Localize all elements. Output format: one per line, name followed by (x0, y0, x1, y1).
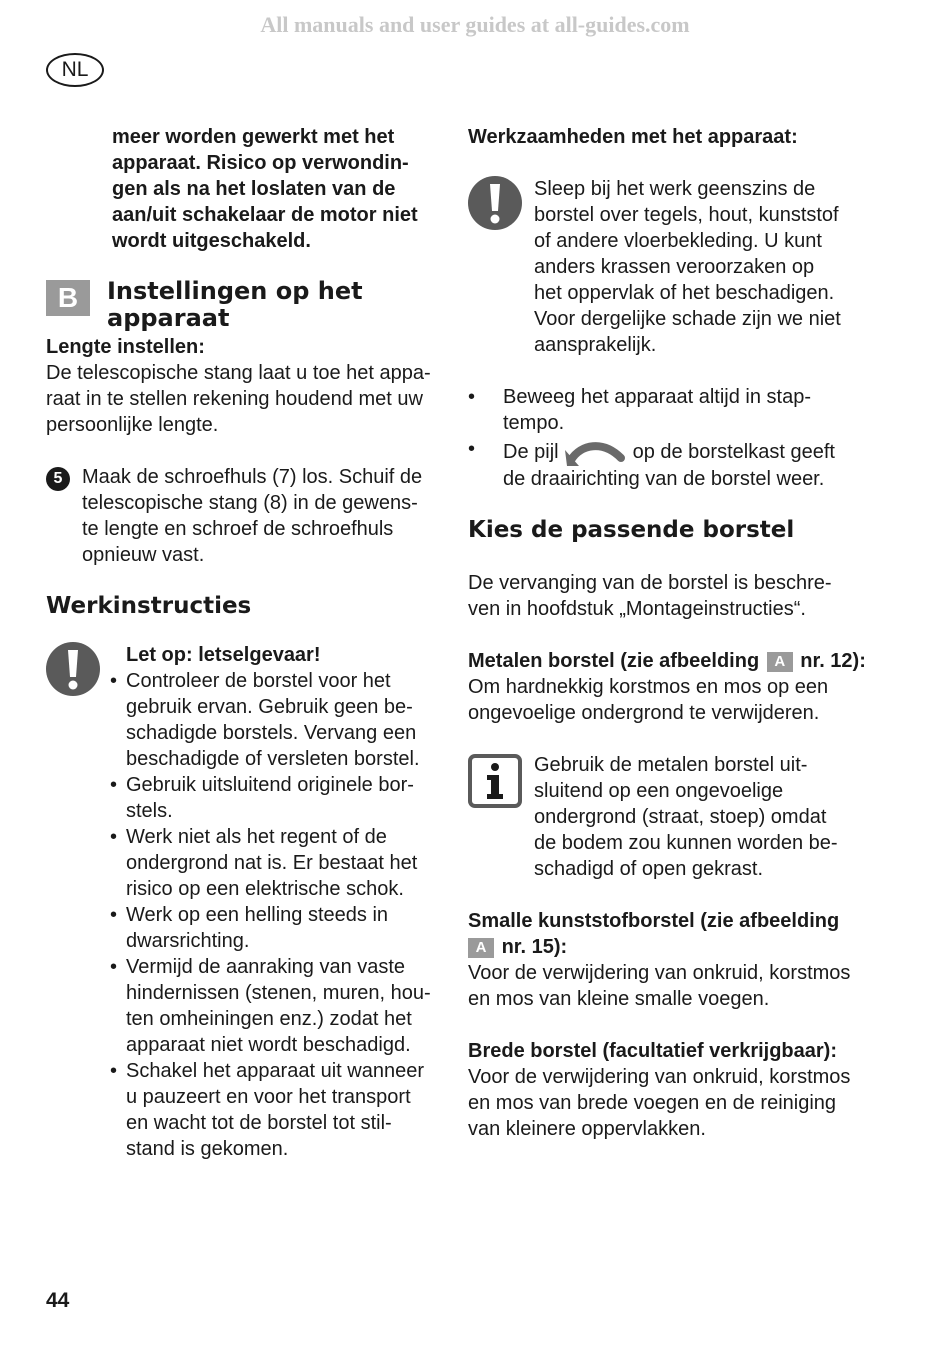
replacement-text (468, 570, 868, 622)
list-item: • Schakel het apparaat uit wanneer u pauzeert en voor het transport en wacht tot de borstel tot stil- stand is gekomen. (110, 1058, 446, 1162)
text-line: Voor dergelijke schade zijn we niet (534, 308, 841, 330)
figure-a-badge: A (468, 938, 494, 958)
length-section (46, 334, 446, 438)
text-line: ongevoelige ondergrond te verwijderen. (468, 702, 820, 724)
text-line: of andere vloerbekleding. U kunt (534, 230, 822, 252)
text-line: anders krassen veroorzaken op (534, 256, 815, 278)
text-line: gen als na het loslaten van de (112, 178, 396, 200)
figure-a-badge: A (767, 652, 793, 672)
text-line: De telescopische stang laat u toe het appa- (46, 362, 431, 384)
narrow-brush-heading: Smalle kunststofborstel (zie afbeelding (468, 910, 840, 932)
warning-list (110, 668, 446, 1162)
step-number-badge: 5 (46, 467, 70, 491)
section-letter-badge: B (46, 280, 90, 316)
narrow-brush-heading-cont: A nr. 15): (468, 934, 868, 960)
exclamation-icon (46, 642, 100, 696)
list-item: • Werk niet als het regent of de ondergrond nat is. Er bestaat het risico op een elektrische schok. (110, 824, 446, 902)
text-line: persoonlijke lengte. (46, 414, 219, 436)
watermark-header: All manuals and user guides at all-guides.com (260, 12, 690, 37)
caution-block (468, 176, 868, 358)
text-line: ven in hoofdstuk „Montageinstructies“. (468, 598, 806, 620)
language-badge: NL (46, 53, 104, 87)
text-line: Voor de verwijdering van onkruid, korstmos (468, 1066, 851, 1088)
list-item: • Controleer de borstel voor het gebruik ervan. Gebruik geen be- schadigde borstels. Vervang een beschadigde of versleten borstel. (110, 668, 446, 772)
text-line: apparaat. Risico op verwondin- (112, 152, 409, 174)
text-line: te lengte en schroef de schroefhuls (82, 518, 394, 540)
left-column (46, 124, 446, 1162)
wide-brush-section (468, 1038, 868, 1142)
page-number: 44 (46, 1289, 70, 1312)
list-item: • Gebruik uitsluitend originele bor- stels. (110, 772, 446, 824)
list-item: • Beweeg het apparaat altijd in stap- tempo. (468, 384, 868, 436)
exclamation-icon (468, 176, 522, 230)
metal-brush-heading: Metalen borstel (zie afbeelding A nr. 12): (468, 650, 866, 672)
text-line: en mos van brede voegen en de reiniging (468, 1092, 837, 1114)
warning-heading: Let op: letselgevaar! (126, 644, 321, 666)
text-line: Sleep bij het werk geenszins de (534, 178, 816, 200)
text-line: De vervanging van de borstel is beschre- (468, 572, 832, 594)
rotation-arrow-icon (563, 436, 629, 466)
text-line: raat in te stellen rekening houdend met uw (46, 388, 423, 410)
list-item: • Vermijd de aanraking van vaste hindernissen (stenen, muren, hou- ten omheiningen enz.) zodat het apparaat niet wordt beschadigd. (110, 954, 446, 1058)
narrow-brush-section (468, 908, 868, 1012)
tasks-heading: Werkzaamheden met het apparaat: (468, 126, 798, 148)
text-line: telescopische stang (8) in de gewens- (82, 492, 418, 514)
title-line: apparaat (107, 304, 230, 332)
right-column (468, 124, 868, 1142)
choose-brush-heading: Kies de passende borstel (468, 517, 795, 543)
info-block (468, 752, 868, 882)
wide-brush-heading: Brede borstel (facultatief verkrijgbaar): (468, 1040, 837, 1062)
text-line: wordt uitgeschakeld. (112, 230, 311, 252)
text-line: van kleinere oppervlakken. (468, 1118, 706, 1140)
text-line: Om hardnekkig korstmos en mos op een (468, 676, 829, 698)
list-item: • Werk op een helling steeds in dwarsrichting. (110, 902, 446, 954)
text-line: sluitend op een ongevoelige (534, 780, 784, 802)
text-line: ondergrond (straat, stoep) omdat (534, 806, 827, 828)
list-item: • De pijl op de borstelkast geeft de draairichting van de borstel weer. (468, 436, 868, 492)
text-line: het oppervlak of het beschadigen. (534, 282, 835, 304)
text-line: de bodem zou kunnen worden be- (534, 832, 838, 854)
step-5 (46, 464, 446, 568)
intro-warning-text (112, 124, 446, 254)
text-line: aan/uit schakelaar de motor niet (112, 204, 418, 226)
text-line: schadigd of open gekrast. (534, 858, 764, 880)
text-line: opnieuw vast. (82, 544, 205, 566)
text-line: Voor de verwijdering van onkruid, korstmos (468, 962, 851, 984)
metal-brush-section (468, 648, 868, 726)
work-instructions-heading: Werkinstructies (46, 593, 252, 619)
length-heading: Lengte instellen: (46, 336, 205, 358)
text-line: Gebruik de metalen borstel uit- (534, 754, 808, 776)
tasks-list (468, 384, 868, 492)
title-line: Instellingen op het (107, 277, 363, 305)
info-icon (468, 754, 522, 808)
section-b-header (46, 278, 446, 344)
text-line: en mos van kleine smalle voegen. (468, 988, 770, 1010)
section-title (107, 278, 363, 332)
text-line: aansprakelijk. (534, 334, 657, 356)
text-line: borstel over tegels, hout, kunststof (534, 204, 839, 226)
text-line: meer worden gewerkt met het (112, 126, 395, 148)
warning-block (46, 642, 446, 1162)
text-line: Maak de schroefhuls (7) los. Schuif de (82, 466, 423, 488)
